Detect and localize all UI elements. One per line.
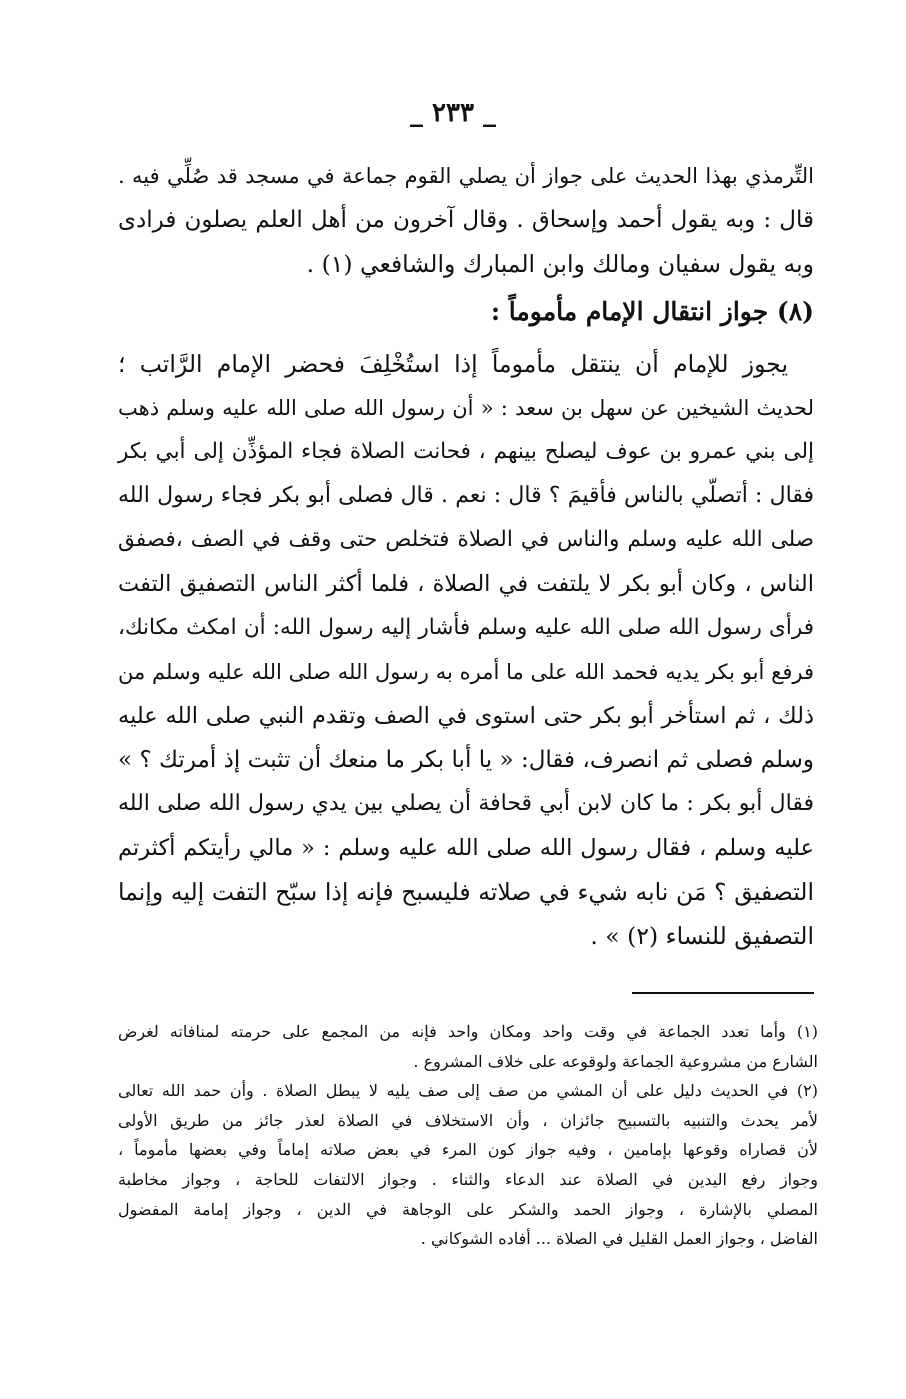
footnotes (118, 1017, 818, 1254)
text-line: الناس ، وكان أبو بكر لا يلتفت في الصلاة ، فلما أكثر الناس التصفيق التفت (118, 571, 814, 597)
text-line: وسلم فصلى ثم انصرف، فقال: « يا أبا بكر ما منعك أن تثبت إذ أمرتك ؟ » (118, 747, 814, 773)
text-line: عليه وسلم ، فقال رسول الله صلى الله عليه وسلم : « مالي رأيتكم أكثرتم (118, 835, 814, 861)
text-line: قال : وبه يقول أحمد وإسحاق . وقال آخرون من أهل العلم يصلون فرادى (118, 207, 814, 233)
text-line: التصفيق ؟ مَن نابه شيء في صلاته فليسبح فإنه إذا سبّح التفت إليه وإنما (118, 878, 814, 906)
text-line: صلى الله عليه وسلم والناس في الصلاة فتخلص حتى وقف في الصف ،فصفق (118, 527, 814, 552)
footnote-1 (118, 1017, 818, 1076)
text-line: وبه يقول سفيان ومالك وابن المبارك والشافعي (١) . (306, 250, 814, 278)
text-line: فقال : أتصلّي بالناس فأقيمَ ؟ قال : نعم . قال فصلى أبو بكر فجاء رسول الله (118, 483, 814, 508)
text-line: التصفيق للنساء (٢) » . (590, 922, 814, 950)
text-line: التِّرمذي بهذا الحديث على جواز أن يصلي القوم جماعة في مسجد قد صُلِّي فيه . (118, 164, 814, 188)
text-line: يجوز للإمام أن ينتقل مأموماً إذا استُخْلِفَ فحضر الإمام الرَّاتب ؛ (118, 350, 788, 378)
page-number: _ ٢٣٣ _ (409, 98, 497, 128)
section-heading: (٨) جواز انتقال الإمام مأموماً : (490, 297, 814, 326)
footnote-line: (٢) في الحديث دليل على أن المشي من صف إلى صف يليه لا يبطل الصلاة . وأن حمد الله تعالى (118, 1081, 818, 1101)
text-line: فقال أبو بكر : ما كان لابن أبي قحافة أن يصلي بين يدي رسول الله صلى الله (118, 791, 814, 816)
footnote-separator (632, 992, 814, 994)
footnote-line: (١) وأما تعدد الجماعة في وقت واحد ومكان واحد فإنه من المجمع على حرمته لمنافاته لغرض (118, 1022, 819, 1041)
intro-paragraph (118, 154, 814, 286)
footnote-line: المصلي بالإشارة ، وجواز الحمد والشكر على الوجاهة في الدين ، وجواز إمامة المفضول (118, 1199, 819, 1219)
footnote-line: وجواز رفع اليدين في الصلاة عند الدعاء والثناء . وجواز الالتفات للحاجة ، وجواز مخاطبة (118, 1169, 818, 1189)
footnote-line: الفاضل ، وجواز العمل القليل في الصلاة ... أفاده الشوكاني . (420, 1229, 818, 1249)
text-line: إلى بني عمرو بن عوف ليصلح بينهم ، فحانت الصلاة فجاء المؤذِّن إلى أبي بكر (118, 439, 814, 464)
footnote-line: لأن قصاراه وقوعها بإمامين ، وفيه جواز كون المرء في بعض صلاته إماماً وفي بعضها مأموماً ، (118, 1140, 818, 1160)
body-paragraph (118, 342, 814, 958)
footnote-line: لأمر يحدث والتنبيه بالتسبيح جائزان ، وأن الاستخلاف في الصلاة لعذر جائز من طريق الأولى (118, 1110, 818, 1130)
text-line: فرأى رسول الله صلى الله عليه وسلم فأشار إليه رسول الله: أن امكث مكانك، (118, 615, 814, 640)
text-line: ذلك ، ثم استأخر أبو بكر حتى استوى في الصف وتقدم النبي صلى الله عليه (118, 703, 814, 729)
footnote-2 (118, 1076, 818, 1254)
text-line: فرفع أبو بكر يديه فحمد الله على ما أمره به رسول الله صلى الله عليه وسلم من (118, 660, 814, 684)
footnote-line: الشارع من مشروعية الجماعة ولوقوعه على خلاف المشروع . (413, 1051, 818, 1071)
text-line: لحديث الشيخين عن سهل بن سعد : « أن رسول الله صلى الله عليه وسلم ذهب (118, 396, 814, 420)
